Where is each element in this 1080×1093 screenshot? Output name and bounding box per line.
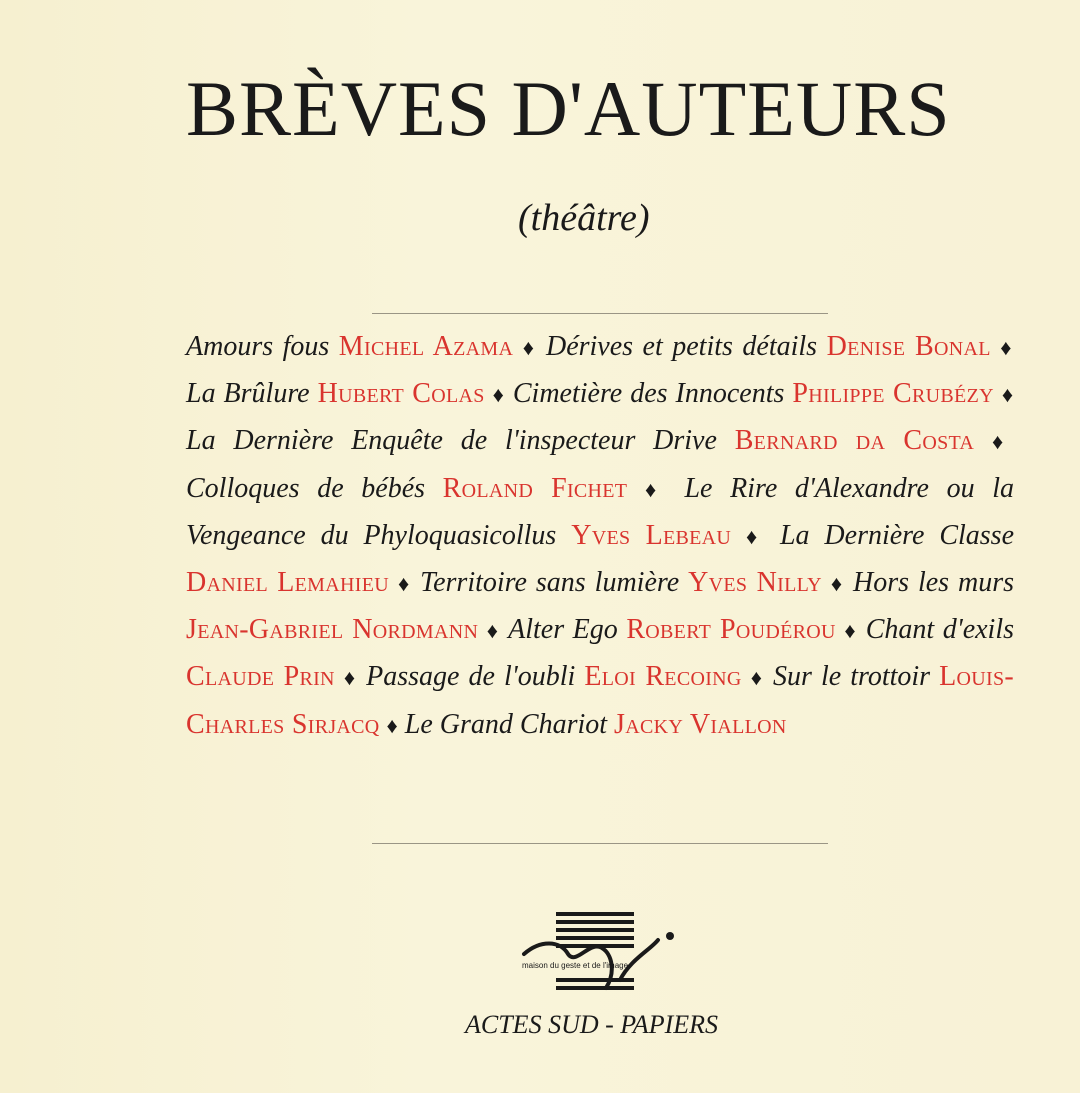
work-title: Dérives et petits détails [545,331,818,362]
work-title: Chant d'exils [865,614,1015,646]
author-name: Philippe Crubézy [792,378,994,410]
diamond-separator-icon: ♦ [1001,382,1015,408]
work-title: Territoire sans lumière [420,567,680,599]
work-title: Hors les murs [853,567,1015,599]
contents-entry [366,661,773,692]
cover-subtitle: (théâtre) [518,197,650,239]
diamond-separator-icon: ♦ [522,335,537,360]
author-name: Eloi Recoing [584,661,742,693]
contents-entry [508,614,866,645]
top-divider [372,313,828,314]
contents-list [186,324,1014,749]
author-name: Claude Prin [186,661,335,693]
contents-entry [186,378,513,409]
work-title: Cimetière des Innocents [512,378,785,410]
publisher-name: ACTES SUD - PAPIERS [465,1010,718,1039]
diamond-separator-icon: ♦ [492,382,505,408]
contents-entry [186,331,546,362]
diamond-separator-icon: ♦ [830,571,845,597]
author-name: Robert Poudérou [626,614,836,646]
diamond-separator-icon: ♦ [486,618,500,644]
author-name: Michel Azama [338,331,514,362]
author-name: Yves Lebeau [571,519,732,551]
author-name: Denise Bonal [826,331,991,362]
work-title: Alter Ego [508,614,618,646]
diamond-separator-icon: ♦ [644,476,667,502]
author-name: Louis-Charles Sirjacq [186,661,1015,740]
publisher-logo [520,910,680,1000]
diamond-separator-icon: ♦ [386,712,398,738]
work-title: La Dernière Classe [779,519,1015,551]
work-title: Passage de l'oubli [366,661,576,693]
author-name: Yves Nilly [688,567,822,599]
work-title: Colloques de bébés [186,472,426,504]
diamond-separator-icon: ♦ [343,665,358,691]
author-name: Bernard da Costa [734,425,975,457]
work-title: Amours fous [186,331,330,362]
work-title: Le Grand Chariot [404,708,608,740]
work-title: Sur le trottoir [773,661,931,693]
author-name: Jean-Gabriel Nordmann [186,614,479,646]
diamond-separator-icon: ♦ [1000,335,1015,360]
work-title: La Dernière Enquête de l'inspecteur Drive [186,425,717,457]
diamond-separator-icon: ♦ [750,665,764,691]
logo-caption: maison du geste et de l'image [522,961,629,970]
contents-entry [513,378,1014,409]
contents-entry [546,331,1014,362]
author-name: Jacky Viallon [614,708,787,740]
cover-title: BRÈVES D'AUTEURS [186,65,951,152]
contents-entry [405,709,787,740]
author-name: Roland Fichet [442,472,628,504]
diamond-separator-icon: ♦ [844,618,858,644]
diamond-separator-icon: ♦ [397,571,412,597]
contents-entry [186,425,1014,456]
contents-entry [420,567,853,598]
diamond-separator-icon: ♦ [746,523,766,549]
work-title: Le Rire d'Alexandre ou la Vengeance du Phyloquasicollus [186,472,1015,551]
bottom-divider [372,843,828,844]
author-name: Daniel Lemahieu [186,567,389,599]
contents-entry [186,473,684,504]
diamond-separator-icon: ♦ [991,429,1015,455]
author-name: Hubert Colas [317,378,485,410]
work-title: La Brûlure [186,378,310,410]
